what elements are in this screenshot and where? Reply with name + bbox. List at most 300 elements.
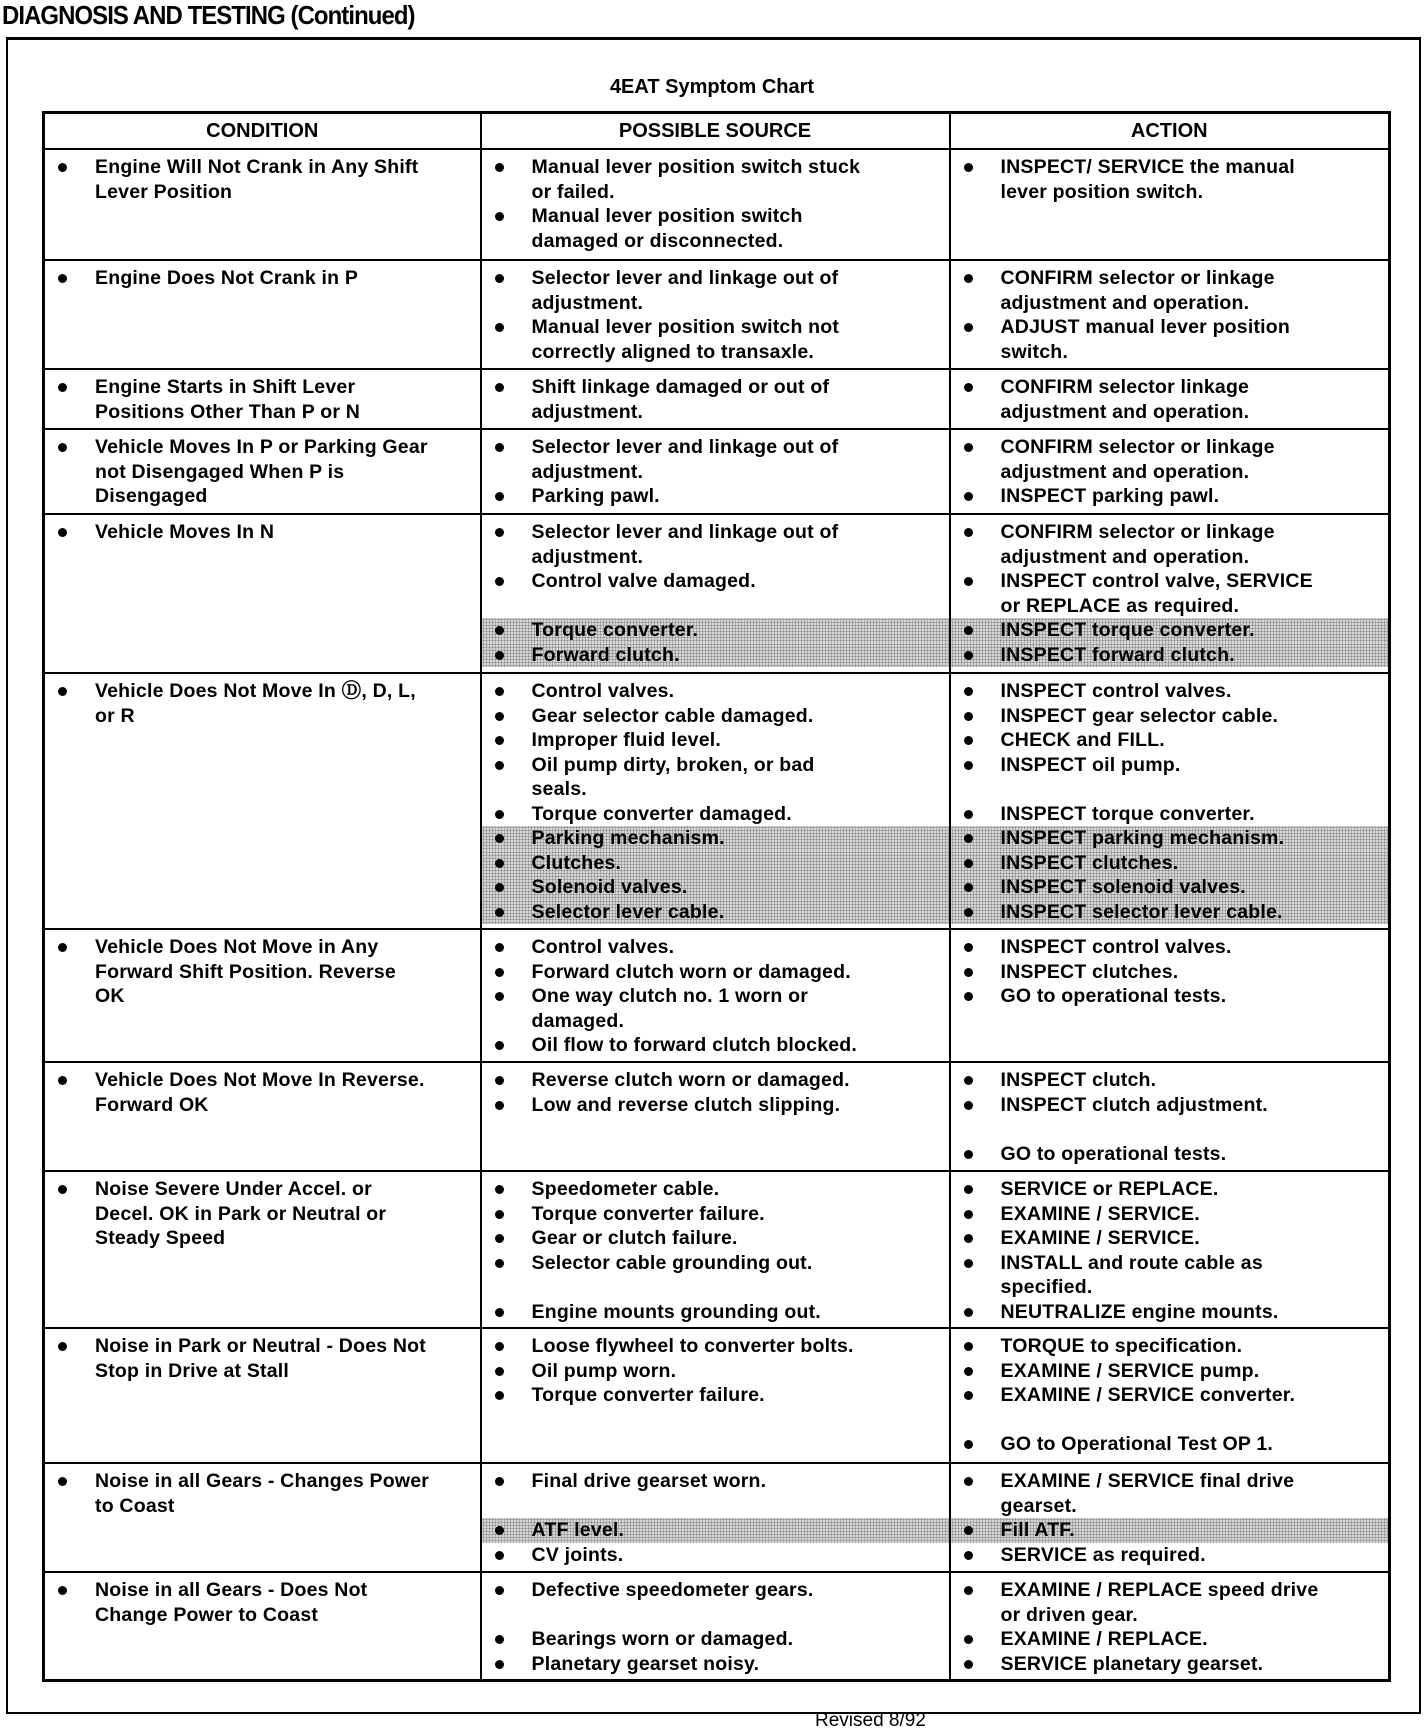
source-item-text: Final drive gearset worn. [531, 1470, 767, 1492]
bullet-icon [495, 492, 504, 501]
bullet-icon [964, 1210, 973, 1219]
source-item-text: Selector lever and linkage out of adjustment. [531, 521, 839, 568]
source-item [482, 826, 949, 851]
action-item-text: GO to operational tests. [1000, 1142, 1227, 1165]
bullet-icon [495, 908, 504, 917]
bullet-icon [964, 1342, 973, 1351]
bullet-icon [495, 1308, 504, 1317]
table-row [44, 1062, 1390, 1171]
bullet-icon [964, 528, 973, 537]
action-item-text: INSPECT clutch. [1000, 1069, 1157, 1091]
condition-item [45, 155, 480, 204]
condition-item-text: Noise in Park or Neutral - Does Not Stop in Drive at Stall [95, 1335, 426, 1382]
bullet-icon [495, 810, 504, 819]
bullet-icon [495, 834, 504, 843]
bullet-icon [495, 1526, 504, 1535]
source-cell [481, 260, 950, 369]
source-cell [481, 149, 950, 260]
condition-item-text: Vehicle Moves In N [95, 521, 275, 543]
source-item-text: Engine mounts grounding out. [531, 1300, 821, 1323]
action-item [951, 1251, 1389, 1300]
bullet-icon [495, 1234, 504, 1243]
action-item-text: ADJUST manual lever position switch. [1000, 316, 1290, 363]
table-row [44, 260, 1390, 369]
action-item [951, 435, 1389, 484]
source-item [482, 155, 949, 204]
source-item-text: Solenoid valves. [531, 876, 688, 898]
condition-item-text: Vehicle Does Not Move In Reverse. Forward OK [95, 1069, 425, 1116]
action-item-text: INSPECT clutches. [1000, 960, 1179, 983]
condition-cell [44, 1062, 481, 1171]
table-row [44, 429, 1390, 514]
source-item [482, 1202, 949, 1227]
bullet-icon [964, 651, 973, 660]
action-item-text: INSPECT control valves. [1000, 936, 1232, 958]
action-item-text: EXAMINE / SERVICE converter. [1000, 1384, 1296, 1406]
source-item [482, 1383, 949, 1408]
bullet-icon [964, 274, 973, 283]
action-item [951, 935, 1389, 960]
source-item-text: Oil pump worn. [531, 1359, 677, 1382]
source-item-text: Selector lever cable. [531, 900, 725, 923]
bullet-icon [495, 1041, 504, 1050]
bullet-icon [964, 1526, 973, 1535]
bullet-icon [964, 859, 973, 868]
bullet-icon [964, 943, 973, 952]
bullet-icon [58, 383, 67, 392]
action-item-text: Fill ATF. [1000, 1519, 1075, 1541]
source-item-text: Planetary gearset noisy. [531, 1652, 760, 1675]
bullet-icon [964, 712, 973, 721]
condition-item-text: Noise in all Gears - Changes Power to Coast [95, 1470, 430, 1517]
action-item-text: INSPECT/ SERVICE the manual lever position switch. [1000, 156, 1295, 203]
action-item-text: SERVICE or REPLACE. [1000, 1178, 1219, 1200]
action-item [951, 1202, 1389, 1227]
source-item-text: Manual lever position switch damaged or disconnected. [531, 205, 803, 252]
source-item [482, 266, 949, 315]
table-row [44, 1171, 1390, 1328]
action-item [951, 802, 1389, 827]
source-cell [481, 1062, 950, 1171]
source-item-text: Torque converter failure. [531, 1384, 765, 1406]
action-item [951, 1300, 1389, 1325]
action-item-text: INSPECT forward clutch. [1000, 643, 1235, 666]
source-item-text: Reverse clutch worn or damaged. [531, 1069, 850, 1091]
source-item [482, 935, 949, 960]
source-item [482, 643, 949, 668]
action-item-text: GO to Operational Test OP 1. [1000, 1433, 1274, 1455]
source-item-text: CV joints. [531, 1543, 624, 1566]
source-item-text: Torque converter damaged. [531, 802, 792, 825]
source-item [482, 1627, 949, 1652]
bullet-icon [495, 528, 504, 537]
source-item [482, 960, 949, 985]
bullet-icon [964, 736, 973, 745]
action-item [951, 618, 1389, 643]
bullet-icon [964, 883, 973, 892]
source-item-text: Parking pawl. [531, 485, 660, 507]
condition-cell [44, 369, 481, 429]
source-cell [481, 673, 950, 929]
source-item [482, 1226, 949, 1251]
action-item [951, 1543, 1389, 1568]
source-item [482, 1469, 949, 1494]
condition-item-text: Vehicle Does Not Move in Any Forward Shift Position. Reverse OK [95, 936, 396, 1007]
bullet-icon [495, 1101, 504, 1110]
source-item-text: Control valve damaged. [531, 570, 756, 592]
source-item [482, 484, 949, 509]
source-item [482, 679, 949, 704]
action-item [951, 315, 1389, 364]
action-item [951, 900, 1389, 925]
source-cell [481, 1572, 950, 1680]
source-item [482, 875, 949, 900]
bullet-icon [964, 1101, 973, 1110]
bullet-icon [58, 1342, 67, 1351]
condition-cell [44, 514, 481, 673]
bullet-icon [58, 163, 67, 172]
source-item [482, 1518, 949, 1543]
bullet-icon [58, 528, 67, 537]
table-row [44, 929, 1390, 1062]
bullet-icon [495, 163, 504, 172]
condition-item-text: Noise Severe Under Accel. or Decel. OK in Park or Neutral or Steady Speed [95, 1178, 387, 1249]
bullet-icon [495, 712, 504, 721]
source-item [482, 753, 949, 802]
source-item-text: Parking mechanism. [531, 827, 725, 849]
bullet-icon [495, 687, 504, 696]
action-cell [950, 429, 1390, 514]
bullet-icon [495, 1551, 504, 1560]
action-item [951, 484, 1389, 509]
symptom-chart-table [42, 111, 1391, 1682]
bullet-icon [495, 577, 504, 586]
condition-item [45, 679, 480, 728]
bullet-icon [495, 943, 504, 952]
condition-item [45, 1068, 480, 1117]
action-item-text: INSPECT torque converter. [1000, 619, 1255, 641]
bullet-icon [495, 1635, 504, 1644]
action-item-text: EXAMINE / SERVICE final drive gearset. [1000, 1470, 1295, 1517]
bullet-icon [58, 687, 67, 696]
source-item [482, 1652, 949, 1677]
source-item [482, 1068, 949, 1093]
action-cell [950, 1463, 1390, 1572]
revision-note: Revised 8/92 [815, 1710, 926, 1731]
condition-item [45, 1469, 480, 1518]
condition-cell [44, 1328, 481, 1463]
bullet-icon [495, 212, 504, 221]
source-item [482, 704, 949, 729]
action-item-text: NEUTRALIZE engine mounts. [1000, 1300, 1279, 1323]
condition-item-text: Noise in all Gears - Does Not Change Power to Coast [95, 1579, 368, 1626]
source-cell [481, 1463, 950, 1572]
bullet-icon [964, 1308, 973, 1317]
source-cell [481, 1171, 950, 1328]
action-item [951, 1518, 1389, 1543]
source-item [482, 1578, 949, 1603]
action-item [951, 851, 1389, 876]
action-cell [950, 929, 1390, 1062]
source-item [482, 569, 949, 594]
condition-item [45, 1177, 480, 1251]
action-item-text: INSPECT parking pawl. [1000, 485, 1220, 507]
bullet-icon [964, 1551, 973, 1560]
column-header-action: ACTION [950, 113, 1390, 150]
action-cell [950, 149, 1390, 260]
source-item-text: Oil pump dirty, broken, or bad seals. [531, 753, 815, 800]
bullet-icon [495, 443, 504, 452]
source-item [482, 375, 949, 424]
action-item [951, 1432, 1389, 1457]
condition-item [45, 1578, 480, 1627]
action-item-text: INSPECT control valve, SERVICE or REPLACE as required. [1000, 570, 1313, 617]
bullet-icon [964, 1259, 973, 1268]
source-item-text: Selector lever and linkage out of adjustment. [531, 267, 839, 314]
source-item-text: Bearings worn or damaged. [531, 1628, 794, 1650]
source-item-text: Forward clutch worn or damaged. [531, 960, 851, 983]
bullet-icon [964, 908, 973, 917]
action-cell [950, 673, 1390, 929]
source-item [482, 1359, 949, 1384]
column-header-condition: CONDITION [44, 113, 481, 150]
source-item-text: Low and reverse clutch slipping. [531, 1093, 841, 1116]
action-item [951, 1469, 1389, 1518]
bullet-icon [964, 1635, 973, 1644]
action-item-text: EXAMINE / SERVICE. [1000, 1202, 1200, 1225]
source-item [482, 1033, 949, 1058]
condition-cell [44, 1463, 481, 1572]
source-item-text: Torque converter failure. [531, 1202, 765, 1225]
source-item [482, 1334, 949, 1359]
source-item [482, 618, 949, 643]
bullet-icon [964, 577, 973, 586]
action-item [951, 1334, 1389, 1359]
bullet-icon [495, 736, 504, 745]
action-item-text: INSPECT parking mechanism. [1000, 827, 1285, 849]
action-item-text: INSPECT control valves. [1000, 680, 1232, 702]
condition-item-text: Vehicle Moves In P or Parking Gear not Disengaged When P is Disengaged [95, 436, 428, 507]
bullet-icon [964, 1660, 973, 1669]
table-row [44, 1572, 1390, 1680]
source-item [482, 1251, 949, 1276]
source-item [482, 851, 949, 876]
source-item-text: One way clutch no. 1 worn or damaged. [531, 985, 808, 1032]
action-item-text: INSPECT oil pump. [1000, 753, 1181, 776]
source-item [482, 984, 949, 1033]
condition-item-text: Engine Starts in Shift Lever Positions Other Than P or N [95, 376, 361, 423]
condition-item [45, 266, 480, 291]
source-item [482, 520, 949, 569]
source-item [482, 1300, 949, 1325]
action-item-text: CONFIRM selector or linkage adjustment and operation. [1000, 436, 1275, 483]
bullet-icon [495, 761, 504, 770]
column-header-possible-source: POSSIBLE SOURCE [481, 113, 950, 150]
action-item-text: CONFIRM selector linkage adjustment and operation. [1000, 376, 1250, 423]
action-item-text: EXAMINE / SERVICE. [1000, 1227, 1200, 1249]
action-item [951, 643, 1389, 668]
action-item-text: INSPECT solenoid valves. [1000, 876, 1246, 898]
source-cell [481, 429, 950, 514]
source-item [482, 315, 949, 364]
source-cell [481, 1328, 950, 1463]
action-item-text: INSPECT clutches. [1000, 851, 1179, 874]
bullet-icon [58, 1076, 67, 1085]
table-row [44, 1328, 1390, 1463]
source-item-text: Shift linkage damaged or out of adjustment. [531, 376, 830, 423]
action-cell [950, 260, 1390, 369]
condition-item [45, 520, 480, 545]
action-item [951, 266, 1389, 315]
bullet-icon [495, 1367, 504, 1376]
condition-item-text: Engine Will Not Crank in Any Shift Lever Position [95, 156, 419, 203]
source-item-text: Loose flywheel to converter bolts. [531, 1335, 854, 1357]
bullet-icon [964, 992, 973, 1001]
bullet-icon [495, 968, 504, 977]
bullet-icon [964, 1076, 973, 1085]
bullet-icon [964, 492, 973, 501]
action-item [951, 1226, 1389, 1251]
action-item-text: CHECK and FILL. [1000, 729, 1165, 751]
bullet-icon [495, 859, 504, 868]
bullet-icon [58, 943, 67, 952]
action-item [951, 1177, 1389, 1202]
source-item-text: Gear or clutch failure. [531, 1227, 738, 1249]
condition-cell [44, 1572, 481, 1680]
action-item-text: EXAMINE / REPLACE. [1000, 1628, 1208, 1650]
action-item [951, 1359, 1389, 1384]
action-item-text: SERVICE as required. [1000, 1543, 1206, 1566]
condition-item [45, 375, 480, 424]
action-item [951, 875, 1389, 900]
action-cell [950, 1328, 1390, 1463]
bullet-icon [495, 626, 504, 635]
bullet-icon [495, 1391, 504, 1400]
source-item-text: Gear selector cable damaged. [531, 704, 814, 727]
source-item-text: Forward clutch. [531, 643, 680, 666]
action-cell [950, 1572, 1390, 1680]
source-item-text: Manual lever position switch stuck or failed. [531, 156, 861, 203]
source-item-text: Control valves. [531, 680, 675, 702]
action-item [951, 1142, 1389, 1167]
source-item-text: Manual lever position switch not correctly aligned to transaxle. [531, 316, 840, 363]
source-item-text: Oil flow to forward clutch blocked. [531, 1034, 858, 1056]
condition-cell [44, 260, 481, 369]
action-item-text: INSPECT gear selector cable. [1000, 704, 1279, 727]
condition-item [45, 1334, 480, 1383]
action-item [951, 375, 1389, 424]
action-item-text: CONFIRM selector or linkage adjustment and operation. [1000, 267, 1275, 314]
action-item [951, 155, 1389, 204]
bullet-icon [495, 1210, 504, 1219]
bullet-icon [495, 1185, 504, 1194]
source-item [482, 900, 949, 925]
bullet-icon [964, 1150, 973, 1159]
bullet-icon [964, 163, 973, 172]
source-item-text: Control valves. [531, 936, 675, 958]
action-item [951, 753, 1389, 778]
source-item [482, 1093, 949, 1118]
bullet-icon [964, 1477, 973, 1486]
bullet-icon [58, 274, 67, 283]
action-item [951, 679, 1389, 704]
bullet-icon [964, 1440, 973, 1449]
action-item [951, 1652, 1389, 1677]
bullet-icon [964, 1586, 973, 1595]
action-item-text: INSTALL and route cable as specified. [1000, 1251, 1263, 1298]
action-item [951, 1093, 1389, 1118]
source-item [482, 802, 949, 827]
source-item-text: Improper fluid level. [531, 729, 721, 751]
table-row [44, 514, 1390, 673]
bullet-icon [58, 1185, 67, 1194]
table-row [44, 673, 1390, 929]
table-row [44, 149, 1390, 260]
action-item [951, 704, 1389, 729]
action-item [951, 1383, 1389, 1408]
condition-cell [44, 673, 481, 929]
action-item-text: EXAMINE / SERVICE pump. [1000, 1359, 1260, 1382]
source-cell [481, 369, 950, 429]
condition-item [45, 935, 480, 1009]
source-item [482, 1177, 949, 1202]
source-item [482, 204, 949, 253]
action-cell [950, 514, 1390, 673]
action-item-text: GO to operational tests. [1000, 985, 1227, 1007]
source-item-text: Selector lever and linkage out of adjustment. [531, 436, 839, 483]
source-item-text: Torque converter. [531, 619, 699, 641]
bullet-icon [964, 443, 973, 452]
bullet-icon [964, 834, 973, 843]
source-cell [481, 929, 950, 1062]
source-item-text: Speedometer cable. [531, 1178, 720, 1200]
action-item [951, 1627, 1389, 1652]
source-item-text: Selector cable grounding out. [531, 1251, 813, 1274]
bullet-icon [495, 1660, 504, 1669]
action-item-text: INSPECT clutch adjustment. [1000, 1093, 1268, 1116]
action-cell [950, 1171, 1390, 1328]
source-item-text: Clutches. [531, 851, 622, 874]
bullet-icon [964, 1185, 973, 1194]
source-cell [481, 514, 950, 673]
action-item [951, 520, 1389, 569]
bullet-icon [495, 1342, 504, 1351]
action-item-text: TORQUE to specification. [1000, 1335, 1243, 1357]
action-cell [950, 369, 1390, 429]
bullet-icon [964, 626, 973, 635]
action-item-text: EXAMINE / REPLACE speed drive or driven gear. [1000, 1579, 1319, 1626]
bullet-icon [964, 968, 973, 977]
condition-cell [44, 929, 481, 1062]
bullet-icon [964, 761, 973, 770]
bullet-icon [495, 323, 504, 332]
condition-item [45, 435, 480, 509]
condition-item-text: Vehicle Does Not Move In Ⓓ, D, L, or R [95, 680, 416, 727]
condition-item-text: Engine Does Not Crank in P [95, 267, 359, 289]
bullet-icon [495, 992, 504, 1001]
condition-cell [44, 429, 481, 514]
bullet-icon [964, 1367, 973, 1376]
bullet-icon [495, 883, 504, 892]
action-item [951, 984, 1389, 1009]
bullet-icon [495, 1586, 504, 1595]
bullet-icon [58, 1477, 67, 1486]
action-item-text: CONFIRM selector or linkage adjustment and operation. [1000, 521, 1275, 568]
source-item-text: ATF level. [531, 1519, 625, 1541]
chart-title: 4EAT Symptom Chart [609, 76, 815, 98]
bullet-icon [58, 443, 67, 452]
bullet-icon [964, 383, 973, 392]
